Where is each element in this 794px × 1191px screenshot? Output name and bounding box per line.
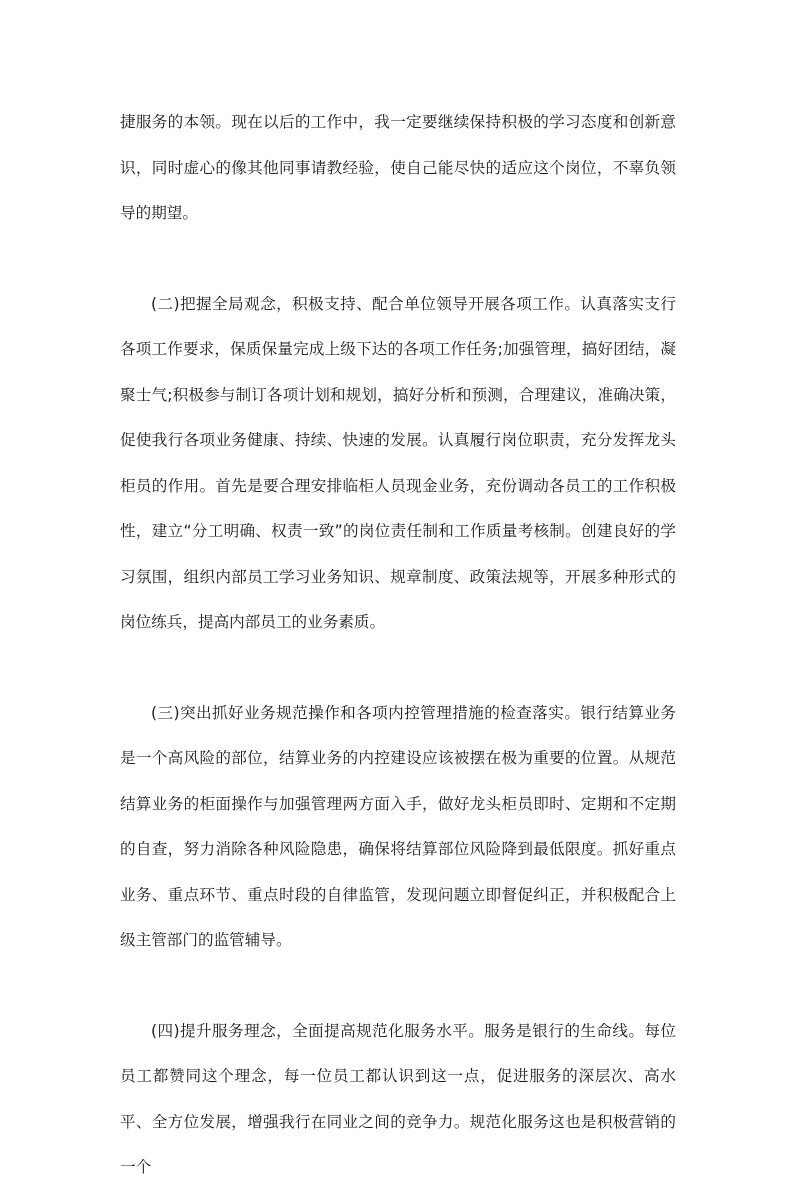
- paragraph-section-4: (四)提升服务理念，全面提高规范化服务水平。服务是银行的生命线。每位员工都赞同这个理念，每一位员工都认识到这一点，促进服务的深层次、高水平、全方位发展，增强我行在同业之间的竞争力。规范化服务这也是积极营销的一个: [120, 1021, 676, 1176]
- paragraph-gap: [120, 964, 676, 1009]
- document-body: [120, 100, 676, 1191]
- paragraph-gap: [120, 646, 676, 691]
- paragraph-gap: [120, 237, 676, 282]
- paragraph-continuation: 捷服务的本领。现在以后的工作中，我一定要继续保持积极的学习态度和创新意识，同时虚心的像其他同事请教经验，使自己能尽快的适应这个岗位，不辜负领导的期望。: [120, 113, 676, 222]
- paragraph-section-3: (三)突出抓好业务规范操作和各项内控管理措施的检查落实。银行结算业务是一个高风险的部位，结算业务的内控建设应该被摆在极为重要的位置。从规范结算业务的柜面操作与加强管理两方面入手，做好龙头柜员即时、定期和不定期的自查，努力消除各种风险隐患，确保将结算部位风险降到最低限度。抓好重点业务、重点环节、重点时段的自律监管，发现问题立即督促纠正，并积极配合上级主管部门的监管辅导。: [120, 703, 676, 949]
- paragraph-section-2: (二)把握全局观念，积极支持、配合单位领导开展各项工作。认真落实支行各项工作要求，保质保量完成上级下达的各项工作任务;加强管理，搞好团结，凝聚士气;积极参与制订各项计划和规划，搞好分析和预测，合理建议，准确决策，促使我行各项业务健康、持续、快速的发展。认真履行岗位职责，充分发挥龙头柜员的作用。首先是要合理安排临柜人员现金业务，充份调动各员工的工作积极性，建立“分工明确、权责一致”的岗位责任制和工作质量考核制。创建良好的学习氛围，组织内部员工学习业务知识、规章制度、政策法规等，开展多种形式的岗位练兵，提高内部员工的业务素质。: [120, 294, 676, 631]
